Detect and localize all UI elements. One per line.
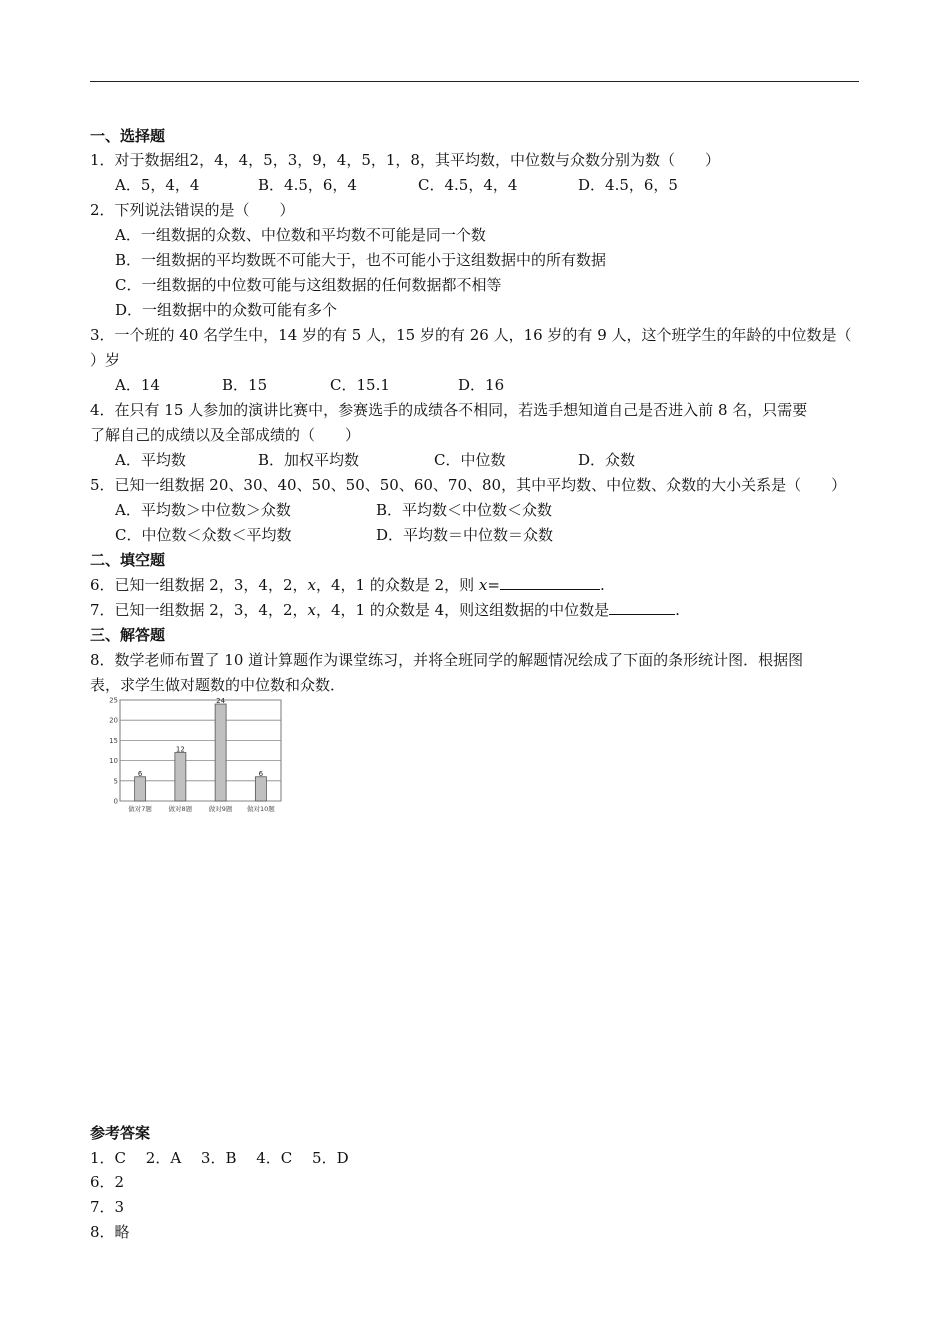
q4-option-c: C．中位数 xyxy=(434,451,506,469)
q7-suffix: . xyxy=(675,601,680,619)
question-1: 1．对于数据组2，4，4，5，3，9，4，5，1，8，其平均数，中位数与众数分别为数（ ） xyxy=(90,151,720,169)
y-tick-label: 20 xyxy=(109,716,118,725)
answers-line-1: 1．C 2．A 3．B 4．C 5．D xyxy=(90,1149,349,1167)
q2-option-c: C．一组数据的中位数可能与这组数据的任何数据都不相等 xyxy=(115,276,502,294)
section-title-choice: 一、选择题 xyxy=(90,127,166,145)
chart-bar xyxy=(215,704,226,801)
q6-eq: = xyxy=(487,576,500,594)
y-tick-label: 5 xyxy=(113,777,118,786)
q6-var: x xyxy=(307,576,316,594)
chart-bar xyxy=(255,777,266,801)
q3-option-c: C．15.1 xyxy=(330,376,390,394)
q1-option-a: A．5，4，4 xyxy=(115,176,200,194)
q3-option-a: A．14 xyxy=(115,376,160,394)
q5-option-b: B．平均数＜中位数＜众数 xyxy=(376,501,553,519)
question-3-line2: ）岁 xyxy=(90,351,121,369)
question-8-line2: 表，求学生做对题数的中位数和众数． xyxy=(90,676,346,694)
q5-option-c: C．中位数＜众数＜平均数 xyxy=(115,526,292,544)
q6-suffix: . xyxy=(599,576,605,594)
question-2: 2．下列说法错误的是（ ） xyxy=(90,201,295,219)
bar-value-label: 6 xyxy=(137,769,143,778)
chart-bars xyxy=(135,704,267,801)
x-category-label: 做对8题 xyxy=(168,805,193,813)
q6-var2: x xyxy=(478,576,488,594)
q1-option-d: D．4.5，6，5 xyxy=(578,176,678,194)
y-tick-label: 10 xyxy=(109,757,118,766)
bar-value-label: 6 xyxy=(258,769,264,778)
q6-prefix: 6．已知一组数据 2，3，4，2， xyxy=(90,576,308,594)
x-category-label: 做对10题 xyxy=(246,805,275,813)
x-category-label: 做对7题 xyxy=(128,805,152,813)
y-tick-label: 0 xyxy=(113,797,118,806)
question-8-line1: 8．数学老师布置了 10 道计算题作为课堂练习，并将全班同学的解题情况绘成了下面的条形统计图．根据图 xyxy=(90,651,804,669)
q6-middle: ，4，1 的众数是 2，则 xyxy=(315,576,479,594)
answers-line-4: 8．略 xyxy=(90,1223,130,1241)
answers-title: 参考答案 xyxy=(90,1124,151,1142)
q4-option-b: B．加权平均数 xyxy=(258,451,360,469)
q7-answer-blank xyxy=(609,600,675,615)
q3-option-b: B．15 xyxy=(222,376,268,394)
section-title-answer: 三、解答题 xyxy=(90,626,166,644)
q5-option-d: D．平均数＝中位数＝众数 xyxy=(376,526,554,544)
q4-option-d: D．众数 xyxy=(578,451,636,469)
bar-chart xyxy=(100,697,300,817)
x-category-label: 做对9题 xyxy=(208,805,233,813)
question-4-line1: 4．在只有 15 人参加的演讲比赛中，参赛选手的成绩各不相同，若选手想知道自己是否进入前 8 名，只需要 xyxy=(90,401,808,419)
bar-value-label: 24 xyxy=(216,697,226,706)
y-tick-label: 25 xyxy=(109,697,118,705)
q3-option-d: D．16 xyxy=(458,376,505,394)
answers-line-3: 7．3 xyxy=(90,1198,125,1216)
chart-labels xyxy=(109,697,275,813)
q2-option-a: A．一组数据的众数、中位数和平均数不可能是同一个数 xyxy=(115,226,486,244)
question-3-line1: 3．一个班的 40 名学生中，14 岁的有 5 人，15 岁的有 26 人，16 岁的有 9 人，这个班学生的年龄的中位数是（ xyxy=(90,326,852,344)
q6-answer-blank xyxy=(500,575,600,590)
bar-value-label: 12 xyxy=(175,745,185,754)
q1-option-c: C．4.5，4，4 xyxy=(418,176,518,194)
chart-bar xyxy=(135,777,146,801)
section-title-fill: 二、填空题 xyxy=(90,551,166,569)
q2-option-d: D．一组数据中的众数可能有多个 xyxy=(115,301,338,319)
header-rule xyxy=(90,81,859,82)
question-6 xyxy=(90,575,605,595)
q7-prefix: 7．已知一组数据 2，3，4，2， xyxy=(90,601,308,619)
question-7 xyxy=(90,600,680,620)
q4-option-a: A．平均数 xyxy=(115,451,186,469)
q7-middle: ，4，1 的众数是 4，则这组数据的中位数是 xyxy=(315,601,610,619)
q7-var: x xyxy=(307,601,316,619)
q2-option-b: B．一组数据的平均数既不可能大于，也不可能小于这组数据中的所有数据 xyxy=(115,251,607,269)
question-5: 5．已知一组数据 20、30、40、50、50、50、60、70、80，其中平均数、中位数、众数的大小关系是（ ） xyxy=(90,476,847,494)
chart-bar xyxy=(175,753,186,801)
q1-option-b: B．4.5，6，4 xyxy=(258,176,357,194)
q5-option-a: A．平均数＞中位数＞众数 xyxy=(115,501,291,519)
y-tick-label: 15 xyxy=(109,736,118,745)
question-4-line2: 了解自己的成绩以及全部成绩的（ ） xyxy=(90,426,361,444)
answers-line-2: 6．2 xyxy=(90,1173,125,1191)
